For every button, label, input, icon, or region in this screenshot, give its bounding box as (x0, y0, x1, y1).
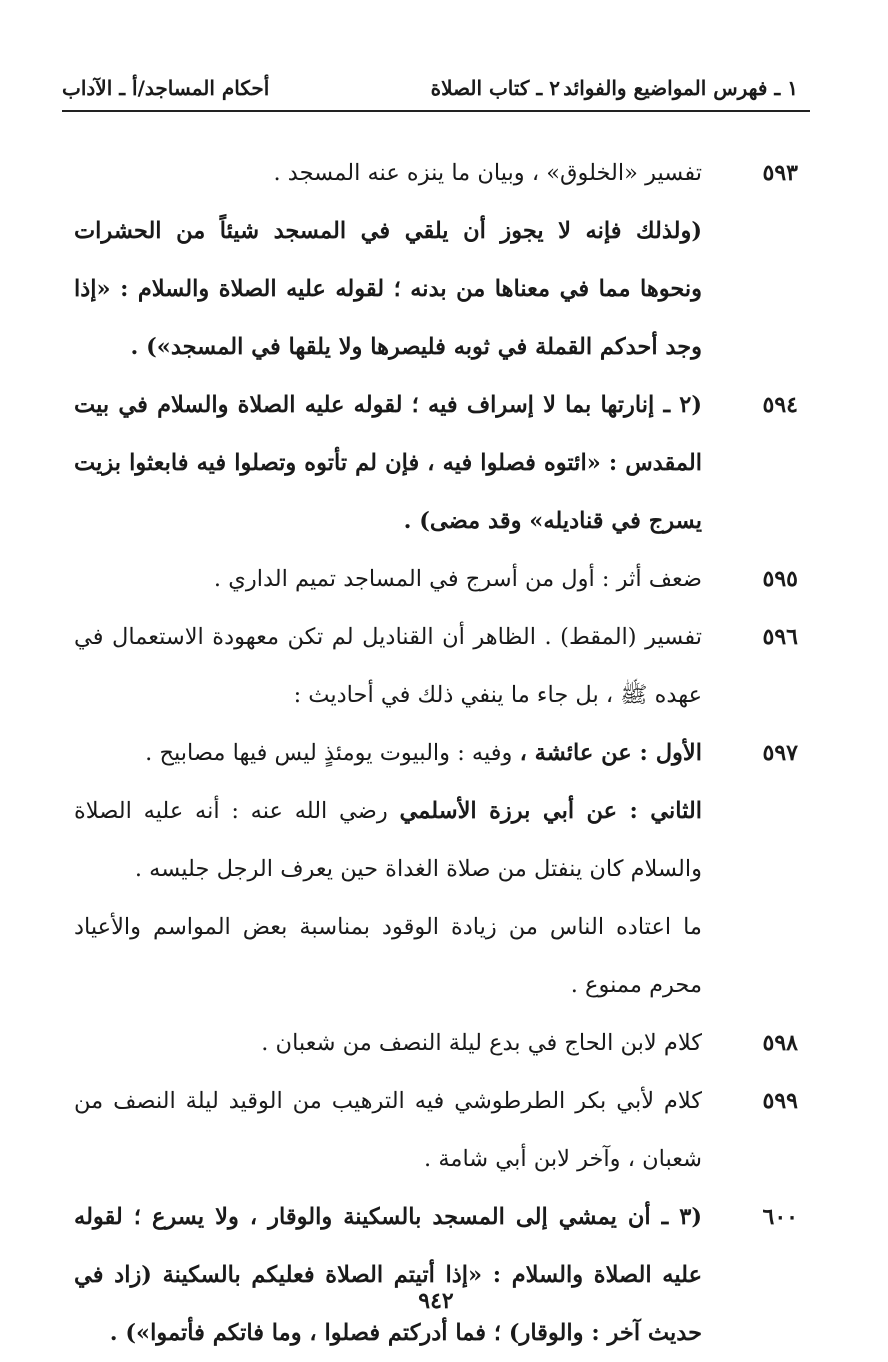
entry-text: تفسير (المقط) . الظاهر أن القناديل لم تكن معهودة الاستعمال في عهده ﷺ ، بل جاء ما ينفي ذلك في أحاديث : (74, 624, 702, 708)
page-number: ٩٤٢ (418, 1288, 454, 1314)
entry-text: ضعف أثر : أول من أسرج في المساجد تميم الداري . (213, 566, 702, 592)
entry-number: ٥٩٧ (762, 740, 798, 766)
entry-number: ٥٩٥ (762, 566, 798, 592)
index-entry (62, 724, 810, 1014)
index-entry (62, 550, 810, 608)
entry-number: ٥٩٩ (762, 1088, 798, 1114)
entry-number: ٥٩٣ (762, 160, 798, 186)
entry-text: ما اعتاده الناس من زيادة الوقود بمناسبة بعض المواسم والأعياد محرم ممنوع . (74, 914, 702, 998)
entry-lead: الأول : عن عائشة ، (519, 740, 702, 766)
index-entry (62, 1188, 810, 1362)
entry-text: (ولذلك فإنه لا يجوز أن يلقي في المسجد شيئاً من الحشرات ونحوها مما في معناها من بدنه ؛ لقوله عليه الصلاة والسلام : «إذا وجد أحدكم القملة في ثوبه فليصرها ولا يلقها في المسجد») . (74, 218, 702, 360)
entry-text (74, 782, 702, 898)
entry-number: ٥٩٤ (762, 392, 798, 418)
entry-number: ٥٩٦ (762, 624, 798, 650)
index-entry (62, 608, 810, 724)
book-page (62, 66, 810, 1346)
index-entry (62, 144, 810, 376)
entry-text: كلام لأبي بكر الطرطوشي فيه الترهيب من الوقيد ليلة النصف من شعبان ، وآخر لابن أبي شامة . (74, 1088, 702, 1172)
index-entry (62, 1014, 810, 1072)
entry-body: وفيه : والبيوت يومئذٍ ليس فيها مصابيح . (145, 740, 520, 766)
index-entry (62, 376, 810, 550)
entry-text: تفسير «الخلوق» ، وبيان ما ينزه عنه المسجد . (273, 160, 702, 186)
entry-number: ٦٠٠ (762, 1204, 798, 1230)
index-entry (62, 1072, 810, 1188)
entry-body: رضي الله عنه : أنه عليه الصلاة والسلام كان ينفتل من صلاة الغداة حين يعرف الرجل جليسه . (74, 798, 702, 882)
entry-text (74, 724, 702, 782)
entry-lead: الثاني : عن أبي برزة الأسلمي (399, 798, 702, 824)
header-book-title: ٢ ـ كتاب الصلاة (430, 76, 560, 100)
index-entries (62, 144, 810, 1362)
entry-text: (٣ ـ أن يمشي إلى المسجد بالسكينة والوقار ، ولا يسرع ؛ لقوله عليه الصلاة والسلام : «إذا أتيتم الصلاة فعليكم بالسكينة (زاد في حديث آخر : والوقار) ؛ فما أدركتم فصلوا ، وما فاتكم فأتموا») . (74, 1204, 702, 1346)
header-section-title: أحكام المساجد/أ ـ الآداب (62, 76, 270, 100)
header-index-title: ١ ـ فهرس المواضيع والفوائد (563, 76, 798, 100)
entry-number: ٥٩٨ (762, 1030, 798, 1056)
entry-text: (٢ ـ إنارتها بما لا إسراف فيه ؛ لقوله عليه الصلاة والسلام في بيت المقدس : «ائتوه فصلوا فيه ، فإن لم تأتوه وتصلوا فيه فابعثوا بزيت يسرج في قناديله» وقد مضى) . (74, 392, 702, 534)
running-header (62, 66, 810, 112)
entry-text: كلام لابن الحاج في بدع ليلة النصف من شعبان . (261, 1030, 702, 1056)
